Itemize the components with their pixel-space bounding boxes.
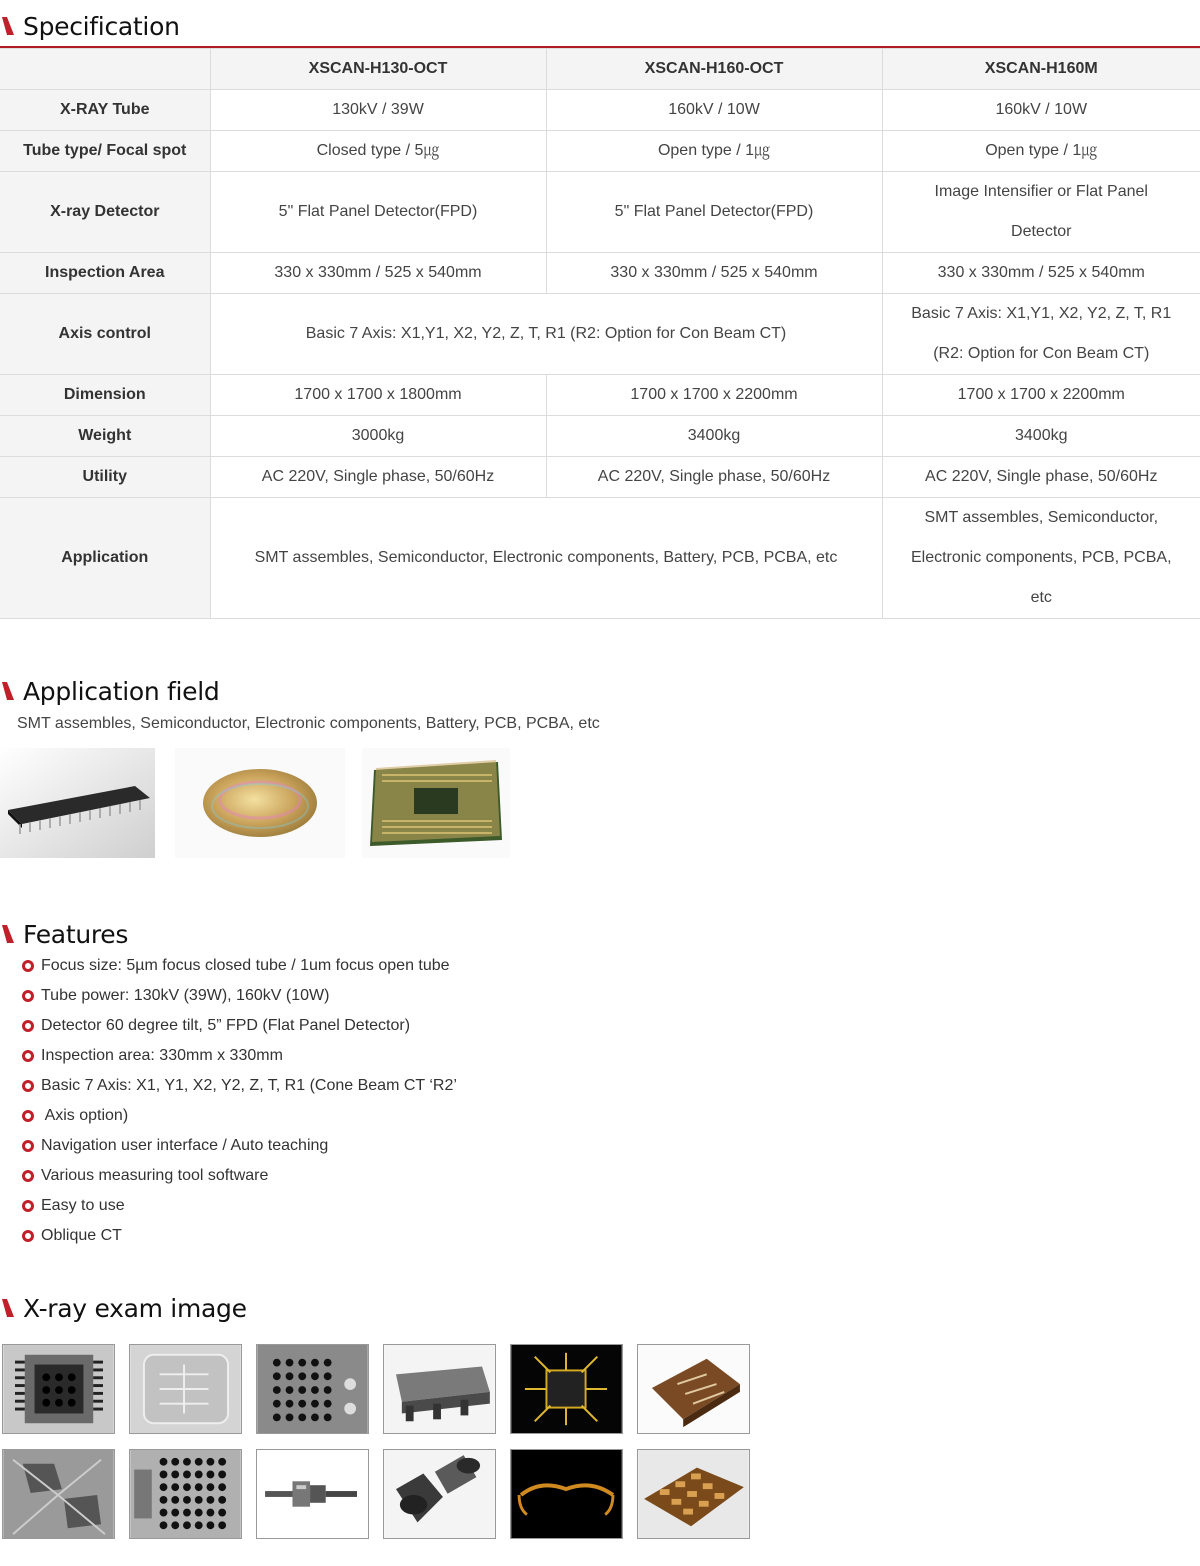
row-label: Application [0, 498, 210, 619]
cell-line: (R2: Option for Con Beam CT) [933, 345, 1150, 362]
cell: 160kV / 10W [882, 90, 1200, 131]
list-item [22, 1041, 457, 1071]
cell [882, 172, 1200, 253]
red-slash-icon [2, 17, 14, 35]
features-title: Features [23, 919, 129, 949]
cpu-image [362, 748, 510, 858]
row-label: Tube type/ Focal spot [0, 131, 210, 172]
red-slash-icon [2, 682, 14, 700]
cell: 160kV / 10W [546, 90, 882, 131]
spec-row-application [0, 498, 1200, 619]
feature-text: Tube power: 130kV (39W), 160kV (10W) [41, 987, 330, 1004]
spec-header-blank [0, 49, 210, 90]
row-label: Inspection Area [0, 253, 210, 294]
cell: AC 220V, Single phase, 50/60Hz [546, 457, 882, 498]
cell: 5" Flat Panel Detector(FPD) [210, 172, 546, 253]
spec-row-area [0, 253, 1200, 294]
model-1: XSCAN-H130-OCT [210, 49, 546, 90]
xray-thumb-connector [256, 1449, 369, 1539]
features-list [22, 951, 457, 1251]
list-item [22, 1161, 457, 1191]
list-item [22, 1221, 457, 1251]
ring-bullet-icon [22, 1230, 34, 1242]
ring-bullet-icon [22, 1200, 34, 1212]
ring-bullet-icon [22, 960, 34, 972]
red-slash-icon [2, 925, 14, 943]
ring-bullet-icon [22, 1140, 34, 1152]
xray-title: X-ray exam image [23, 1293, 247, 1323]
row-label: X-ray Detector [0, 172, 210, 253]
xray-thumb-bond-wire [510, 1449, 623, 1539]
spec-row-utility [0, 457, 1200, 498]
xray-thumb-solder-3d [637, 1449, 750, 1539]
ring-bullet-icon [22, 1170, 34, 1182]
ring-bullet-icon [22, 990, 34, 1002]
list-item [22, 1131, 457, 1161]
cell: 3400kg [546, 416, 882, 457]
spec-row-dimension [0, 375, 1200, 416]
xray-thumb-fitting-3d [383, 1449, 496, 1539]
cell-line: SMT assembles, Semiconductor, [924, 509, 1159, 526]
ring-bullet-icon [22, 1080, 34, 1092]
xray-heading [0, 1290, 247, 1326]
row-label: Dimension [0, 375, 210, 416]
xray-thumb-qfp [2, 1344, 115, 1434]
list-item [22, 1101, 457, 1131]
cell: 330 x 330mm / 525 x 540mm [546, 253, 882, 294]
application-description: SMT assembles, Semiconductor, Electronic components, Battery, PCB, PCBA, etc [17, 715, 600, 732]
wafer-image [175, 748, 345, 858]
cell-line: Image Intensifier or Flat Panel [934, 183, 1148, 200]
cell: 130kV / 39W [210, 90, 546, 131]
feature-text: Various measuring tool software [41, 1167, 269, 1184]
feature-text: Easy to use [41, 1197, 125, 1214]
row-label: X-RAY Tube [0, 90, 210, 131]
cell: Open type / 1㎍ [546, 131, 882, 172]
row-label: Weight [0, 416, 210, 457]
xray-thumb-component-3d [383, 1344, 496, 1434]
cell: 1700 x 1700 x 2200mm [546, 375, 882, 416]
xray-thumb-gold-wires [510, 1344, 623, 1434]
model-3: XSCAN-H160M [882, 49, 1200, 90]
feature-text: Inspection area: 330mm x 330mm [41, 1047, 283, 1064]
ring-bullet-icon [22, 1020, 34, 1032]
xray-thumb-bga [256, 1344, 369, 1434]
specification-heading [0, 8, 180, 44]
red-slash-icon [2, 1299, 14, 1317]
xray-thumb-card [129, 1344, 242, 1434]
cell: 5" Flat Panel Detector(FPD) [546, 172, 882, 253]
xray-thumb-die [2, 1449, 115, 1539]
cell: 1700 x 1700 x 2200mm [882, 375, 1200, 416]
feature-text: Navigation user interface / Auto teaching [41, 1137, 329, 1154]
cell: AC 220V, Single phase, 50/60Hz [210, 457, 546, 498]
spec-table [0, 48, 1200, 619]
ring-bullet-icon [22, 1110, 34, 1122]
ic-chip-image [0, 748, 155, 858]
feature-text: Detector 60 degree tilt, 5” FPD (Flat Panel Detector) [41, 1017, 411, 1034]
feature-text: Oblique CT [41, 1227, 122, 1244]
row-label: Utility [0, 457, 210, 498]
feature-text: Axis option) [41, 1107, 129, 1124]
list-item [22, 981, 457, 1011]
xray-thumb-pcb-3d [637, 1344, 750, 1434]
spec-header-row [0, 49, 1200, 90]
cell: Open type / 1㎍ [882, 131, 1200, 172]
cell: 1700 x 1700 x 1800mm [210, 375, 546, 416]
spec-row-weight [0, 416, 1200, 457]
list-item [22, 1071, 457, 1101]
application-title: Application field [23, 676, 220, 706]
cell [882, 498, 1200, 619]
cell: SMT assembles, Semiconductor, Electronic components, Battery, PCB, PCBA, etc [210, 498, 882, 619]
feature-text: Basic 7 Axis: X1, Y1, X2, Y2, Z, T, R1 (Cone Beam CT ‘R2’ [41, 1077, 457, 1094]
cell: Closed type / 5㎍ [210, 131, 546, 172]
model-2: XSCAN-H160-OCT [546, 49, 882, 90]
cell-line: Detector [1011, 223, 1072, 240]
cell: 3400kg [882, 416, 1200, 457]
spec-row-tube-type [0, 131, 1200, 172]
spec-row-detector [0, 172, 1200, 253]
cell: AC 220V, Single phase, 50/60Hz [882, 457, 1200, 498]
row-label: Axis control [0, 294, 210, 375]
specification-title: Specification [23, 11, 180, 41]
cell-line: Electronic components, PCB, PCBA, [910, 549, 1172, 566]
list-item [22, 951, 457, 981]
list-item [22, 1011, 457, 1041]
cell: 3000kg [210, 416, 546, 457]
cell [882, 294, 1200, 375]
spec-row-axis [0, 294, 1200, 375]
cell: Basic 7 Axis: X1,Y1, X2, Y2, Z, T, R1 (R2: Option for Con Beam CT) [210, 294, 882, 375]
cell: 330 x 330mm / 525 x 540mm [882, 253, 1200, 294]
xray-thumb-bga-dense [129, 1449, 242, 1539]
list-item [22, 1191, 457, 1221]
application-heading [0, 673, 219, 709]
feature-text: Focus size: 5µm focus closed tube / 1um focus open tube [41, 957, 450, 974]
ring-bullet-icon [22, 1050, 34, 1062]
spec-row-xray-tube [0, 90, 1200, 131]
cell: 330 x 330mm / 525 x 540mm [210, 253, 546, 294]
cell-line: etc [1030, 589, 1052, 606]
features-heading [0, 916, 128, 952]
cell-line: Basic 7 Axis: X1,Y1, X2, Y2, Z, T, R1 [911, 305, 1172, 322]
